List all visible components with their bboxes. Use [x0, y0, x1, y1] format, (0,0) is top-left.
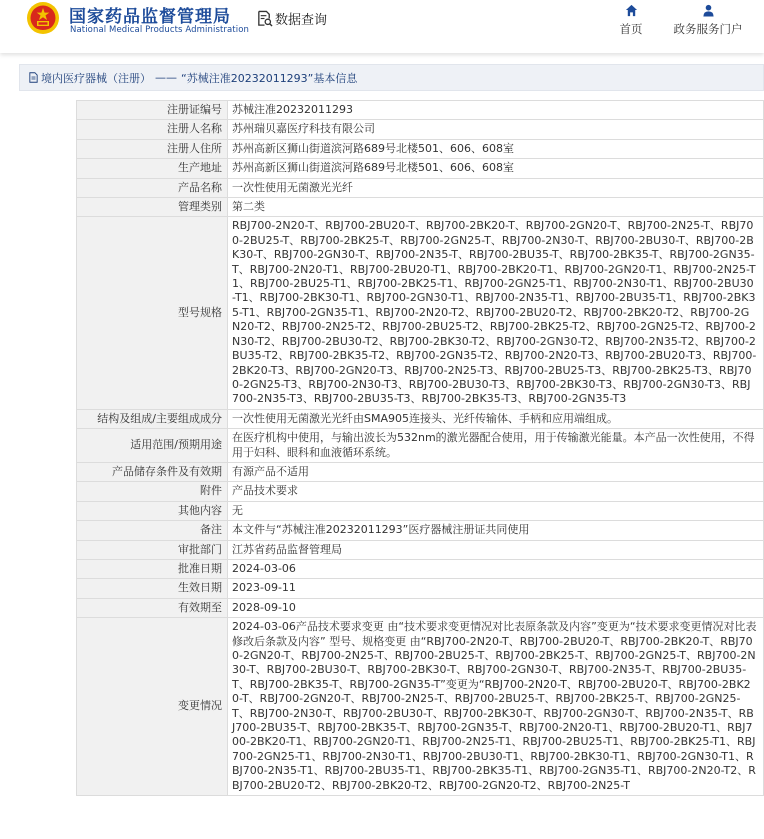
detail-row-value: 苏械注准20232011293 [228, 101, 764, 120]
detail-row-value: 产品技术要求 [228, 482, 764, 501]
detail-row-label: 注册人住所 [77, 139, 228, 158]
detail-row-label: 批准日期 [77, 559, 228, 578]
breadcrumb-category-link[interactable]: 境内医疗器械（注册） [41, 71, 151, 85]
detail-row-label: 注册人名称 [77, 120, 228, 139]
breadcrumb-current: “苏械注准20232011293”基本信息 [181, 71, 358, 85]
site-name-en: National Medical Products Administration [70, 25, 249, 35]
detail-row-value: 2024-03-06产品技术要求变更 由“技术要求变更情况对比表原条款及内容”变更为“技术要求变更情况对比表修改后条款及内容” 型号、规格变更 由“RBJ700-2N20-T、RBJ700-2BU20-T、RBJ700-2BK20-T、RBJ700-2GN20-T、RBJ700-2N25-T、RBJ700-2BU25-T、RBJ700-2BK25-T、RBJ700-2GN25-T、RBJ700-2N30-T、RBJ700-2BU30-T、RBJ700-2BK30-T、RBJ700-2GN30-T、RBJ700-2N35-T、RBJ700-2BU35-T、RBJ700-2BK35-T、RBJ700-2GN35-T”变更为“RBJ700-2N20-T、RBJ700-2BU20-T、RBJ700-2BK20-T、RBJ700-2GN20-T、RBJ700-2N25-T、RBJ700-2BU25-T、RBJ700-2BK25-T、RBJ700-2GN25-T、RBJ700-2N30-T、RBJ700-2BU30-T、RBJ700-2BK30-T、RBJ700-2GN30-T、RBJ700-2N35-T、RBJ700-2BU35-T、RBJ700-2BK35-T、RBJ700-2GN35-T、RBJ700-2N20-T1、RBJ700-2BU20-T1、RBJ700-2BK20-T1、RBJ700-2GN20-T1、RBJ700-2N25-T1、RBJ700-2BU25-T1、RBJ700-2BK25-T1、RBJ700-2GN25-T1、RBJ700-2N30-T1、RBJ700-2BU30-T1、RBJ700-2BK30-T1、RBJ700-2GN30-T1、RBJ700-2N35-T1、RBJ700-2BU35-T1、RBJ700-2BK35-T1、RBJ700-2GN35-T1、RBJ700-2N20-T2、RBJ700-2BU20-T2、RBJ700-2BK20-T2、RBJ700-2GN20-T2、RBJ700-2N25-T [228, 618, 764, 796]
detail-row-label: 产品名称 [77, 178, 228, 197]
detail-row-label: 适用范围/预期用途 [77, 429, 228, 463]
detail-row [77, 598, 764, 617]
document-search-icon [256, 10, 273, 27]
detail-row [77, 178, 764, 197]
nav-service-portal[interactable] [669, 4, 747, 37]
detail-row [77, 120, 764, 139]
detail-row-value: 苏州瑞贝嘉医疗科技有限公司 [228, 120, 764, 139]
nav-service-portal-label: 政务服务门户 [673, 22, 743, 36]
detail-row [77, 540, 764, 559]
detail-row-label: 型号规格 [77, 217, 228, 409]
detail-row-label: 其他内容 [77, 501, 228, 520]
detail-row [77, 618, 764, 796]
detail-row [77, 159, 764, 178]
detail-row-value: 苏州高新区狮山街道滨河路689号北楼501、606、608室 [228, 159, 764, 178]
detail-row-value: 第二类 [228, 198, 764, 217]
detail-row [77, 521, 764, 540]
detail-row-value: 苏州高新区狮山街道滨河路689号北楼501、606、608室 [228, 139, 764, 158]
user-icon [702, 4, 715, 17]
detail-row [77, 217, 764, 409]
detail-row-value: 2028-09-10 [228, 598, 764, 617]
detail-row-label: 审批部门 [77, 540, 228, 559]
detail-row [77, 579, 764, 598]
nav-home-label: 首页 [619, 22, 643, 36]
detail-row-label: 变更情况 [77, 618, 228, 796]
detail-row-label: 结构及组成/主要组成成分 [77, 409, 228, 428]
detail-row-value: 在医疗机构中使用，与输出波长为532nm的激光器配合使用，用于传输激光能量。本产品一次性使用，不得用于妇科、眼科和血液循环系统。 [228, 429, 764, 463]
detail-row-value: 本文件与“苏械注准20232011293”医疗器械注册证共同使用 [228, 521, 764, 540]
detail-row-value: 2024-03-06 [228, 559, 764, 578]
detail-row-value: 2023-09-11 [228, 579, 764, 598]
document-icon [28, 72, 39, 83]
national-emblem-icon [26, 1, 60, 35]
detail-row [77, 462, 764, 481]
detail-row-label: 产品储存条件及有效期 [77, 462, 228, 481]
detail-row-label: 注册证编号 [77, 101, 228, 120]
detail-row-value: 江苏省药品监督管理局 [228, 540, 764, 559]
detail-row [77, 429, 764, 463]
detail-row-label: 管理类别 [77, 198, 228, 217]
detail-row [77, 139, 764, 158]
detail-row-value: 一次性使用无菌激光光纤由SMA905连接头、光纤传输体、手柄和应用端组成。 [228, 409, 764, 428]
breadcrumb [19, 64, 764, 91]
detail-row-value: 有源产品不适用 [228, 462, 764, 481]
detail-row [77, 501, 764, 520]
nav-home[interactable] [613, 4, 649, 37]
detail-row-value: 一次性使用无菌激光光纤 [228, 178, 764, 197]
home-icon [625, 4, 638, 17]
detail-row [77, 482, 764, 501]
detail-table-body [77, 101, 764, 796]
detail-row-label: 备注 [77, 521, 228, 540]
registration-detail-table [76, 100, 764, 796]
detail-row [77, 409, 764, 428]
site-header [0, 0, 764, 53]
data-query-link[interactable] [256, 9, 327, 28]
detail-row-label: 有效期至 [77, 598, 228, 617]
detail-row-label: 附件 [77, 482, 228, 501]
detail-row-label: 生产地址 [77, 159, 228, 178]
site-name-cn: 国家药品监督管理局 [69, 7, 231, 27]
detail-row-value: 无 [228, 501, 764, 520]
data-query-label: 数据查询 [275, 13, 328, 28]
breadcrumb-separator: —— [155, 71, 177, 84]
detail-row [77, 559, 764, 578]
detail-row [77, 101, 764, 120]
detail-row [77, 198, 764, 217]
detail-row-value: RBJ700-2N20-T、RBJ700-2BU20-T、RBJ700-2BK20-T、RBJ700-2GN20-T、RBJ700-2N25-T、RBJ700-2BU25-T、RBJ700-2BK25-T、RBJ700-2GN25-T、RBJ700-2N30-T、RBJ700-2BU30-T、RBJ700-2BK30-T、RBJ700-2GN30-T、RBJ700-2N35-T、RBJ700-2BU35-T、RBJ700-2BK35-T、RBJ700-2GN35-T、RBJ700-2N20-T1、RBJ700-2BU20-T1、RBJ700-2BK20-T1、RBJ700-2GN20-T1、RBJ700-2N25-T1、RBJ700-2BU25-T1、RBJ700-2BK25-T1、RBJ700-2GN25-T1、RBJ700-2N30-T1、RBJ700-2BU30-T1、RBJ700-2BK30-T1、RBJ700-2GN30-T1、RBJ700-2N35-T1、RBJ700-2BU35-T1、RBJ700-2BK35-T1、RBJ700-2GN35-T1、RBJ700-2N20-T2、RBJ700-2BU20-T2、RBJ700-2BK20-T2、RBJ700-2GN20-T2、RBJ700-2N25-T2、RBJ700-2BU25-T2、RBJ700-2BK25-T2、RBJ700-2GN25-T2、RBJ700-2N30-T2、RBJ700-2BU30-T2、RBJ700-2BK30-T2、RBJ700-2GN30-T2、RBJ700-2N35-T2、RBJ700-2BU35-T2、RBJ700-2BK35-T2、RBJ700-2GN35-T2、RBJ700-2N20-T3、RBJ700-2BU20-T3、RBJ700-2BK20-T3、RBJ700-2GN20-T3、RBJ700-2N25-T3、RBJ700-2BU25-T3、RBJ700-2BK25-T3、RBJ700-2GN25-T3、RBJ700-2N30-T3、RBJ700-2BU30-T3、RBJ700-2BK30-T3、RBJ700-2GN30-T3、RBJ700-2N35-T3、RBJ700-2BU35-T3、RBJ700-2BK35-T3、RBJ700-2GN35-T3 [228, 217, 764, 409]
detail-row-label: 生效日期 [77, 579, 228, 598]
